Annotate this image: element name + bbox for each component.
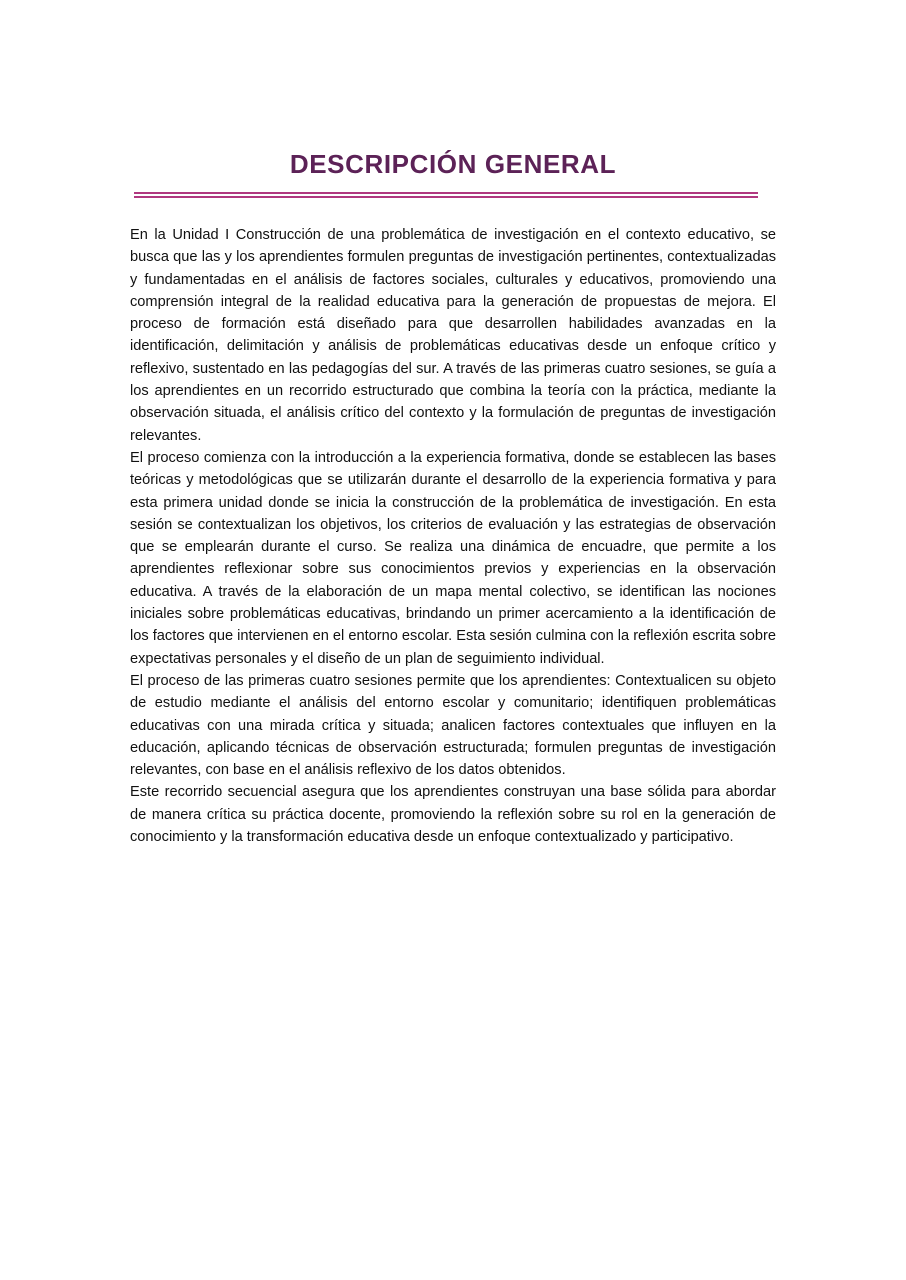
paragraph-process: El proceso comienza con la introducción a la experiencia formativa, donde se establecen las bases teóricas y metodológicas que se utilizarán durante el desarrollo de la experiencia formativa y para esta primera unidad donde se inicia la construcción de la problemática de investigación. En esta sesión se contextualizan los objetivos, los criterios de evaluación y las estrategias de observación que se emplearán durante el curso. Se realiza una dinámica de encuadre, que permite a los aprendientes reflexionar sobre sus conocimientos previos y experiencias en la observación educativa. A través de la elaboración de un mapa mental colectivo, se identifican las nociones iniciales sobre problemáticas educativas, brindando un primer acercamiento a la identificación de los factores que intervienen en el entorno escolar. Esta sesión culmina con la reflexión escrita sobre expectativas personales y el diseño de un plan de seguimiento individual. (130, 449, 776, 667)
title-underline-bottom (134, 196, 758, 198)
paragraph-sessions: El proceso de las primeras cuatro sesiones permite que los aprendientes: Contextualicen su objeto de estudio mediante el análisis del entorno escolar y comunitario; identifiquen problemáticas educativas con una mirada crítica y situada; analicen factores contextuales que influyen en la educación, aplicando técnicas de observación estructurada; formulen preguntas de investigación relevantes, con base en el análisis reflexivo de los datos obtenidos. (130, 672, 776, 779)
paragraph-conclusion: Este recorrido secuencial asegura que los aprendientes construyan una base sólida para abordar de manera crítica su práctica docente, promoviendo la reflexión sobre su rol en la generación de conocimiento y la transformación educativa desde un enfoque contextualizado y participativo. (130, 784, 776, 846)
page-title: DESCRIPCIÓN GENERAL (289, 149, 617, 179)
paragraph-intro: En la Unidad I Construcción de una problemática de investigación en el contexto educativo, se busca que las y los aprendientes formulen preguntas de investigación pertinentes, contextualizadas y fundamentadas en el análisis de factores sociales, culturales y educativos, promoviendo una comprensión integral de la realidad educativa para la generación de propuestas de mejora. El proceso de formación está diseñado para que desarrollen habilidades avanzadas en la identificación, delimitación y análisis de problemáticas educativas desde un enfoque crítico y reflexivo, sustentado en las pedagogías del sur. A través de las primeras cuatro sesiones, se guía a los aprendientes en un recorrido estructurado que combina la teoría con la práctica, mediante la observación situada, el análisis crítico del contexto y la formulación de preguntas de investigación relevantes. (130, 227, 776, 444)
title-underline-top (134, 192, 758, 194)
body-text (130, 224, 776, 848)
